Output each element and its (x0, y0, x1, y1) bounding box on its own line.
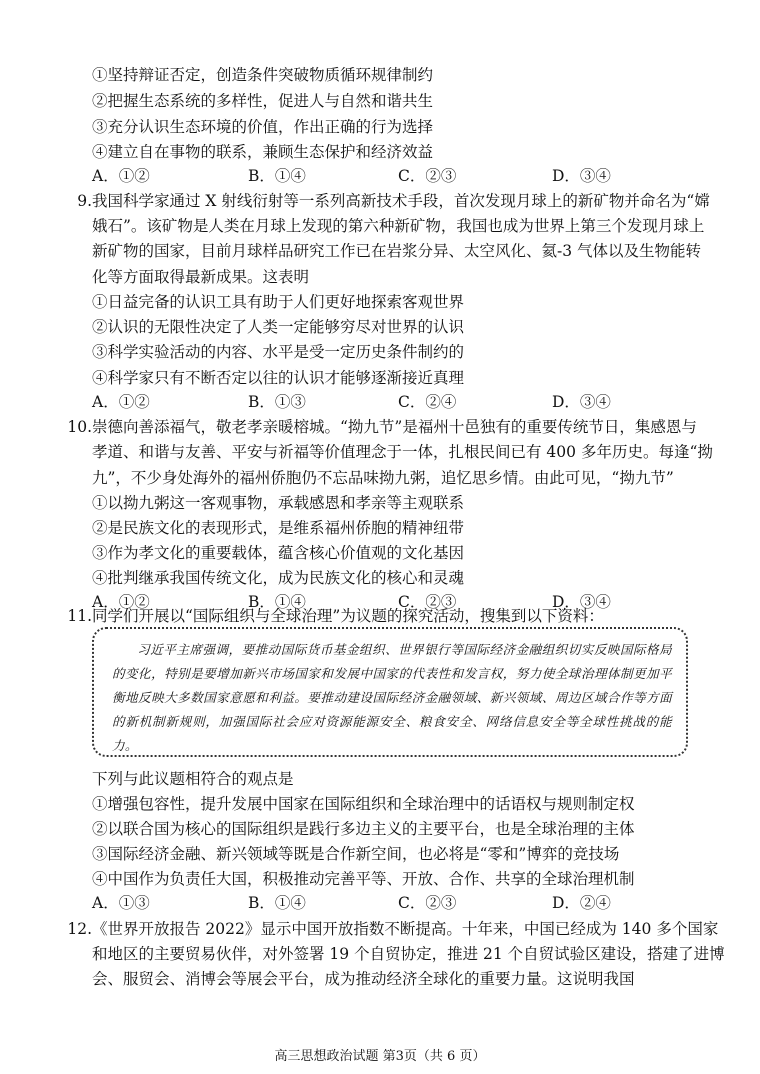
q11-stem-line (67, 604, 732, 628)
q9-stem-line-2: 娥石”。该矿物是人类在月球上发现的第六种新矿物，我国也成为世界上第三个发现月球上 (92, 217, 705, 235)
q9-stem-text-1: 我国科学家通过 X 射线衍射等一系列高新技术手段，首次发现月球上的新矿物并命名为“嫦 (92, 192, 710, 210)
q8-option-b: B．①④ (248, 167, 306, 185)
q8-item-3: ③充分认识生态环境的价值，作出正确的行为选择 (92, 118, 434, 136)
q11-option-b: B．①④ (248, 894, 306, 912)
q11-item-4: ④中国作为负责任大国，积极推动完善平等、开放、合作、共享的全球治理机制 (92, 870, 635, 888)
q9-item-3: ③科学实验活动的内容、水平是受一定历史条件制约的 (92, 343, 465, 361)
q9-stem-line-4: 化等方面取得最新成果。这表明 (92, 268, 310, 286)
q11-option-d: D．②④ (552, 894, 611, 912)
q11-option-c: C．②③ (398, 894, 457, 912)
q10-option-a: A．①② (92, 593, 150, 611)
q9-option-a: A．①② (92, 393, 150, 411)
q9-item-4: ④科学家只有不断否定以往的认识才能够逐渐接近真理 (92, 369, 465, 387)
q11-stem-text: 同学们开展以“国际组织与全球治理”为议题的探究活动，搜集到以下资料： (92, 607, 604, 625)
q9-stem-line-3: 新矿物的国家，目前月球样品研究工作已在岩浆分异、太空风化、氦-3 气体以及生物能转 (92, 242, 702, 260)
q11-prompt: 下列与此议题相符合的观点是 (92, 770, 294, 788)
q10-option-d: D．③④ (552, 593, 611, 611)
q10-item-3: ③作为孝文化的重要载体，蕴含核心价值观的文化基因 (92, 544, 465, 562)
q11-item-1: ①增强包容性，提升发展中国家在国际组织和全球治理中的话语权与规则制定权 (92, 795, 635, 813)
q9-stem-line-1 (77, 189, 732, 213)
q9-option-d: D．③④ (552, 393, 611, 411)
q8-option-d: D．③④ (552, 167, 611, 185)
q12-stem-line-1 (67, 917, 732, 941)
q9-option-b: B．①③ (248, 393, 306, 411)
q9-item-1: ①日益完备的认识工具有助于人们更好地探索客观世界 (92, 293, 465, 311)
q10-stem-text-1: 崇德向善添福气，敬老孝亲暖榕城。“拗九节”是福州十邑独有的重要传统节日，集感恩与 (92, 418, 697, 436)
q8-item-4: ④建立自在事物的联系，兼顾生态保护和经济效益 (92, 143, 434, 161)
q8-option-a: A．①② (92, 167, 150, 185)
q10-item-2: ②是民族文化的表现形式，是维系福州侨胞的精神纽带 (92, 519, 465, 537)
q10-item-4: ④批判继承我国传统文化，成为民族文化的核心和灵魂 (92, 569, 465, 587)
q8-item-2: ②把握生态系统的多样性，促进人与自然和谐共生 (92, 92, 434, 110)
q10-item-1: ①以拗九粥这一客观事物，承载感恩和孝亲等主观联系 (92, 494, 465, 512)
q10-stem-line-1 (67, 415, 732, 439)
q9-option-c: C．②④ (398, 393, 457, 411)
q10-option-c: C．②③ (398, 593, 457, 611)
q12-stem-line-3: 会、服贸会、消博会等展会平台，成为推动经济全球化的重要力量。这说明我国 (92, 970, 635, 988)
q11-material-box (92, 627, 688, 757)
q12-stem-line-2: 和地区的主要贸易伙伴，对外签署 19 个自贸协定，推进 21 个自贸试验区建设，搭建了进博 (92, 945, 725, 963)
q10-option-b: B．①④ (248, 593, 306, 611)
q11-number: 11. (67, 607, 92, 625)
q9-options (92, 390, 732, 414)
q11-options (92, 891, 732, 915)
q10-number: 10. (67, 418, 92, 436)
q8-item-1: ①坚持辩证否定，创造条件突破物质循环规律制约 (92, 66, 434, 84)
q11-option-a: A．①③ (92, 894, 150, 912)
q11-material-text: 习近平主席强调，要推动国际货币基金组织、世界银行等国际经济金融组织切实反映国际格局的变化，特别是要增加新兴市场国家和发展中国家的代表性和发言权，努力使全球治理体制更加平衡地反映大多数国家意愿和利益。要推动建设国际经济金融领域、新兴领域、周边区域合作等方面的新机制新规则，加强国际社会应对资源能源安全、粮食安全、网络信息安全等全球性挑战的能力。 (112, 642, 672, 753)
q10-stem-line-3: 九”，不少身处海外的福州侨胞仍不忘品味拗九粥，追忆思乡情。由此可见，“拗九节” (92, 469, 674, 487)
page-footer: 高三思想政治试题 第3页（共 6 页） (274, 1049, 486, 1064)
q10-stem-line-2: 孝道、和谐与友善、平安与祈福等价值理念于一体，扎根民间已有 400 多年历史。每逢“拗 (92, 443, 713, 461)
q11-item-2: ②以联合国为核心的国际组织是践行多边主义的主要平台，也是全球治理的主体 (92, 820, 635, 838)
q11-item-3: ③国际经济金融、新兴领域等既是合作新空间，也必将是“零和”博弈的竞技场 (92, 845, 620, 863)
q8-option-c: C．②③ (398, 167, 457, 185)
q9-number: 9. (77, 192, 92, 210)
q12-number: 12. (67, 920, 92, 938)
q12-stem-text-1: 《世界开放报告 2022》显示中国开放指数不断提高。十年来，中国已经成为 140 多个国家 (92, 920, 719, 938)
q8-options (92, 164, 732, 188)
q9-item-2: ②认识的无限性决定了人类一定能够穷尽对世界的认识 (92, 318, 465, 336)
